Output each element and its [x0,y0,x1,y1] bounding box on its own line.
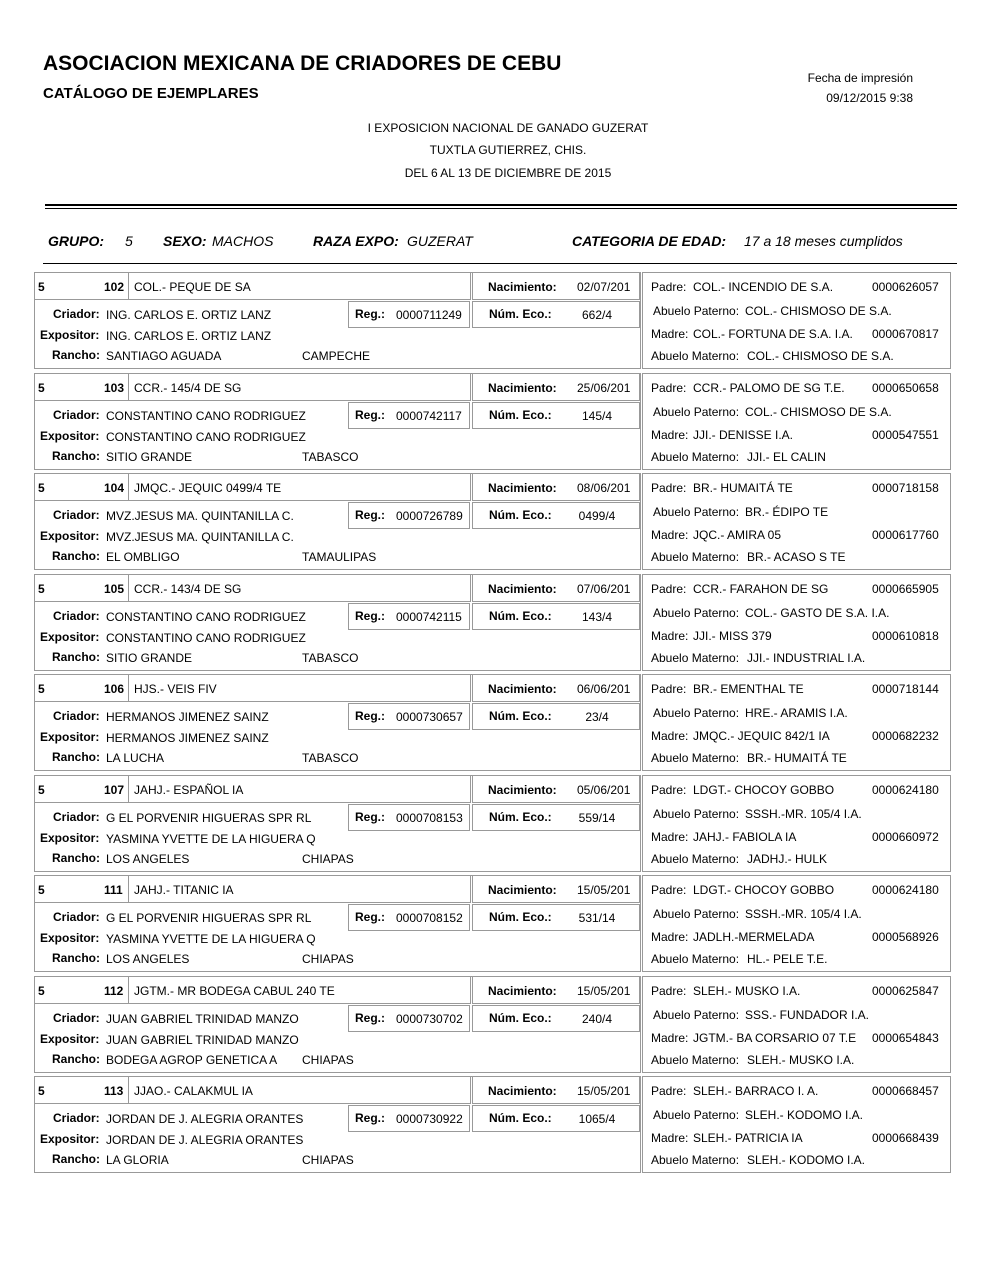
reg-value: 0000708153 [396,811,463,825]
categoria-label: CATEGORIA DE EDAD: [572,233,726,249]
filters-divider [43,263,957,264]
madre-reg: 0000547551 [872,428,939,442]
expositor-value: YASMINA YVETTE DE LA HIGUERA Q [106,932,316,946]
estado-value: CHIAPAS [302,952,354,966]
num-eco-value: 662/4 [581,308,613,322]
abuelo-paterno-value: BR.- ÉDIPO TE [745,505,829,519]
record-grupo: 5 [38,481,45,495]
reg-label: Reg.: [355,1111,385,1125]
record-grupo: 5 [38,381,45,395]
header-divider [45,204,957,206]
nacimiento-value: 08/06/201 [577,481,631,495]
record-grupo: 5 [38,1084,45,1098]
record-number: 104 [104,481,125,495]
expositor-label: Expositor: [40,730,100,744]
num-divider [128,875,129,903]
criador-value: G EL PORVENIR HIGUERAS SPR RL [106,811,312,825]
expositor-value: HERMANOS JIMENEZ SAINZ [106,731,269,745]
padre-label: Padre: [651,381,687,395]
num-eco-label: Núm. Eco.: [489,1011,552,1025]
record-number: 112 [104,984,124,998]
num-eco-value: 1065/4 [578,1112,616,1126]
criador-value: G EL PORVENIR HIGUERAS SPR RL [106,911,312,925]
reg-value: 0000730922 [396,1112,463,1126]
criador-label: Criador: [53,1011,100,1025]
reg-value: 0000742117 [396,409,462,423]
madre-value: JQC.- AMIRA 05 [693,528,782,542]
expositor-label: Expositor: [40,1132,100,1146]
padre-label: Padre: [651,1084,687,1098]
rancho-value: EL OMBLIGO [106,550,180,564]
expositor-label: Expositor: [40,429,100,443]
estado-value: TAMAULIPAS [302,550,377,564]
reg-label: Reg.: [355,307,385,321]
record-name: JGTM.- MR BODEGA CABUL 240 TE [134,984,335,998]
rancho-label: Rancho: [52,851,100,865]
record-number: 102 [104,280,125,294]
abuelo-paterno-value: SSSH.-MR. 105/4 I.A. [745,807,862,821]
criador-value: CONSTANTINO CANO RODRIGUEZ [106,610,306,624]
abuelo-materno-value: BR.- ACASO S TE [747,550,846,564]
padre-label: Padre: [651,682,687,696]
num-eco-label: Núm. Eco.: [489,910,552,924]
madre-reg: 0000668439 [872,1131,939,1145]
reg-label: Reg.: [355,1011,385,1025]
num-eco-label: Núm. Eco.: [489,810,552,824]
madre-value: JJI.- DENISSE I.A. [693,428,794,442]
rancho-label: Rancho: [52,1152,100,1166]
expositor-label: Expositor: [40,328,100,342]
filter-grupo [48,233,104,249]
abuelo-materno-label: Abuelo Materno: [651,349,740,363]
criador-label: Criador: [53,408,100,422]
expositor-value: CONSTANTINO CANO RODRIGUEZ [106,430,306,444]
record-name: HJS.- VEIS FIV [134,682,217,696]
filter-sexo [163,233,207,249]
num-eco-label: Núm. Eco.: [489,408,552,422]
num-divider [128,976,129,1004]
categoria-value: 17 a 18 meses cumplidos [744,233,903,249]
expositor-label: Expositor: [40,630,100,644]
abuelo-materno-value: HL.- PELE T.E. [747,952,828,966]
nacimiento-label: Nacimiento: [488,783,557,797]
abuelo-paterno-value: SSS.- FUNDADOR I.A. [745,1008,870,1022]
padre-reg: 0000624180 [872,783,939,797]
reg-label: Reg.: [355,810,385,824]
record-name: JAHJ.- TITANIC IA [134,883,234,897]
padre-reg: 0000650658 [872,381,939,395]
sexo-value: MACHOS [212,233,274,249]
abuelo-materno-label: Abuelo Materno: [651,1053,740,1067]
num-divider [128,473,129,501]
raza-label: RAZA EXPO: [313,233,399,249]
filter-categoria [572,233,726,249]
reg-value: 0000730657 [396,710,463,724]
num-divider [128,272,129,300]
abuelo-paterno-value: COL.- GASTO DE S.A. I.A. [745,606,890,620]
madre-value: SLEH.- PATRICIA IA [693,1131,803,1145]
padre-label: Padre: [651,783,687,797]
event-place: TUXTLA GUTIERREZ, CHIS. [429,143,587,157]
madre-value: JAHJ.- FABIOLA IA [693,830,797,844]
padre-reg: 0000624180 [872,883,939,897]
nacimiento-label: Nacimiento: [488,984,557,998]
abuelo-paterno-value: SLEH.- KODOMO I.A. [745,1108,864,1122]
madre-reg: 0000610818 [872,629,939,643]
event-dates: DEL 6 AL 13 DE DICIEMBRE DE 2015 [404,166,612,180]
estado-value: CHIAPAS [302,1053,354,1067]
abuelo-materno-label: Abuelo Materno: [651,450,740,464]
estado-value: TABASCO [302,450,359,464]
expositor-label: Expositor: [40,831,100,845]
filter-raza [313,233,399,249]
nacimiento-label: Nacimiento: [488,381,557,395]
padre-value: COL.- INCENDIO DE S.A. [693,280,834,294]
record-name: JAHJ.- ESPAÑOL IA [134,783,244,797]
padre-label: Padre: [651,582,687,596]
padre-reg: 0000718158 [872,481,939,495]
record-grupo: 5 [38,883,45,897]
rancho-value: BODEGA AGROP GENETICA A [106,1053,278,1067]
rancho-value: LA GLORIA [106,1153,169,1167]
abuelo-paterno-value: COL.- CHISMOSO DE S.A. [745,405,892,419]
expositor-value: MVZ.JESUS MA. QUINTANILLA C. [106,530,294,544]
grupo-value: 5 [125,233,133,249]
expositor-value: ING. CARLOS E. ORTIZ LANZ [106,329,272,343]
rancho-value: SITIO GRANDE [106,651,193,665]
estado-value: CAMPECHE [302,349,371,363]
nacimiento-label: Nacimiento: [488,682,557,696]
expositor-value: YASMINA YVETTE DE LA HIGUERA Q [106,832,316,846]
record-number: 113 [104,1084,124,1098]
nacimiento-value: 02/07/201 [577,280,631,294]
nacimiento-value: 07/06/201 [577,582,631,596]
criador-label: Criador: [53,1111,100,1125]
expositor-label: Expositor: [40,931,100,945]
estado-value: CHIAPAS [302,1153,354,1167]
reg-value: 0000730702 [396,1012,463,1026]
padre-reg: 0000668457 [872,1084,939,1098]
num-eco-label: Núm. Eco.: [489,609,552,623]
nacimiento-value: 06/06/201 [577,682,631,696]
reg-value: 0000711249 [396,308,462,322]
record-number: 106 [104,682,125,696]
event-name: I EXPOSICION NACIONAL DE GANADO GUZERAT [367,121,649,135]
nacimiento-label: Nacimiento: [488,1084,557,1098]
abuelo-materno-value: SLEH.- KODOMO I.A. [747,1153,866,1167]
madre-label: Madre: [651,930,689,944]
madre-reg: 0000654843 [872,1031,939,1045]
madre-label: Madre: [651,327,689,341]
abuelo-paterno-label: Abuelo Paterno: [653,304,740,318]
expositor-value: CONSTANTINO CANO RODRIGUEZ [106,631,306,645]
num-eco-value: 240/4 [581,1012,613,1026]
num-eco-value: 23/4 [585,710,609,724]
record-name: JMQC.- JEQUIC 0499/4 TE [134,481,282,495]
record-name: COL.- PEQUE DE SA [134,280,251,294]
reg-value: 0000708152 [396,911,463,925]
num-eco-label: Núm. Eco.: [489,709,552,723]
padre-label: Padre: [651,984,687,998]
criador-label: Criador: [53,810,100,824]
abuelo-materno-value: JJI.- EL CALIN [747,450,826,464]
expositor-value: JORDAN DE J. ALEGRIA ORANTES [106,1133,304,1147]
sexo-label: SEXO: [163,233,207,249]
abuelo-materno-value: BR.- HUMAITÁ TE [747,751,847,765]
madre-label: Madre: [651,629,689,643]
num-eco-value: 145/4 [581,409,613,423]
criador-value: MVZ.JESUS MA. QUINTANILLA C. [106,509,294,523]
abuelo-paterno-label: Abuelo Paterno: [653,807,740,821]
rancho-label: Rancho: [52,348,100,362]
record-grupo: 5 [38,280,45,294]
abuelo-paterno-value: HRE.- ARAMIS I.A. [745,706,848,720]
rancho-value: SANTIAGO AGUADA [106,349,222,363]
criador-value: JORDAN DE J. ALEGRIA ORANTES [106,1112,304,1126]
padre-value: CCR.- FARAHON DE SG [693,582,829,596]
abuelo-materno-value: JADHJ.- HULK [747,852,828,866]
grupo-label: GRUPO: [48,233,104,249]
page-title: ASOCIACION MEXICANA DE CRIADORES DE CEBU [43,52,562,75]
header-divider-thin [45,208,957,209]
nacimiento-label: Nacimiento: [488,481,557,495]
abuelo-paterno-value: COL.- CHISMOSO DE S.A. [745,304,892,318]
rancho-label: Rancho: [52,650,100,664]
record-number: 103 [104,381,125,395]
abuelo-paterno-label: Abuelo Paterno: [653,907,740,921]
page-subtitle: CATÁLOGO DE EJEMPLARES [43,85,259,102]
record-number: 107 [104,783,125,797]
abuelo-materno-value: SLEH.- MUSKO I.A. [747,1053,855,1067]
num-divider [128,574,129,602]
criador-label: Criador: [53,910,100,924]
rancho-value: LOS ANGELES [106,952,190,966]
madre-value: JMQC.- JEQUIC 842/1 IA [693,729,830,743]
record-grupo: 5 [38,682,45,696]
abuelo-paterno-label: Abuelo Paterno: [653,706,740,720]
print-date-label: Fecha de impresión [807,71,913,85]
criador-label: Criador: [53,609,100,623]
madre-label: Madre: [651,1131,689,1145]
rancho-label: Rancho: [52,750,100,764]
criador-label: Criador: [53,508,100,522]
rancho-label: Rancho: [52,951,100,965]
madre-reg: 0000670817 [872,327,939,341]
num-eco-value: 559/14 [578,811,616,825]
rancho-label: Rancho: [52,1052,100,1066]
padre-value: SLEH.- BARRACO I. A. [693,1084,819,1098]
criador-value: CONSTANTINO CANO RODRIGUEZ [106,409,306,423]
record-grupo: 5 [38,582,45,596]
padre-value: SLEH.- MUSKO I.A. [693,984,801,998]
num-eco-label: Núm. Eco.: [489,1111,552,1125]
nacimiento-label: Nacimiento: [488,883,557,897]
nacimiento-value: 15/05/201 [577,984,631,998]
num-divider [128,1076,129,1104]
num-divider [128,674,129,702]
record-name: CCR.- 143/4 DE SG [134,582,242,596]
padre-reg: 0000665905 [872,582,939,596]
padre-label: Padre: [651,481,687,495]
num-divider [128,775,129,803]
criador-label: Criador: [53,709,100,723]
record-number: 105 [104,582,125,596]
madre-value: JGTM.- BA CORSARIO 07 T.E [693,1031,857,1045]
record-name: JJAO.- CALAKMUL IA [134,1084,253,1098]
reg-label: Reg.: [355,609,385,623]
abuelo-materno-label: Abuelo Materno: [651,751,740,765]
criador-value: ING. CARLOS E. ORTIZ LANZ [106,308,272,322]
padre-reg: 0000626057 [872,280,939,294]
estado-value: TABASCO [302,651,359,665]
abuelo-paterno-label: Abuelo Paterno: [653,505,740,519]
abuelo-paterno-label: Abuelo Paterno: [653,1108,740,1122]
nacimiento-label: Nacimiento: [488,280,557,294]
num-eco-value: 531/14 [578,911,616,925]
abuelo-materno-label: Abuelo Materno: [651,651,740,665]
nacimiento-label: Nacimiento: [488,582,557,596]
num-eco-value: 143/4 [581,610,613,624]
reg-label: Reg.: [355,910,385,924]
madre-label: Madre: [651,428,689,442]
num-eco-value: 0499/4 [578,509,616,523]
nacimiento-value: 15/05/201 [577,883,631,897]
padre-value: BR.- HUMAITÁ TE [693,481,793,495]
rancho-value: LOS ANGELES [106,852,190,866]
rancho-value: SITIO GRANDE [106,450,193,464]
madre-reg: 0000682232 [872,729,939,743]
madre-value: JJI.- MISS 379 [693,629,772,643]
abuelo-paterno-value: SSSH.-MR. 105/4 I.A. [745,907,862,921]
padre-value: CCR.- PALOMO DE SG T.E. [693,381,845,395]
madre-value: COL.- FORTUNA DE S.A. I.A. [693,327,853,341]
nacimiento-value: 05/06/201 [577,783,631,797]
reg-value: 0000742115 [396,610,462,624]
record-name: CCR.- 145/4 DE SG [134,381,242,395]
madre-value: JADLH.-MERMELADA [693,930,815,944]
madre-label: Madre: [651,528,689,542]
abuelo-paterno-label: Abuelo Paterno: [653,606,740,620]
reg-label: Reg.: [355,508,385,522]
padre-reg: 0000625847 [872,984,939,998]
padre-value: LDGT.- CHOCOY GOBBO [693,883,835,897]
abuelo-paterno-label: Abuelo Paterno: [653,1008,740,1022]
abuelo-materno-label: Abuelo Materno: [651,550,740,564]
padre-label: Padre: [651,883,687,897]
abuelo-materno-label: Abuelo Materno: [651,1153,740,1167]
madre-label: Madre: [651,1031,689,1045]
padre-value: BR.- EMENTHAL TE [693,682,804,696]
reg-value: 0000726789 [396,509,463,523]
criador-value: JUAN GABRIEL TRINIDAD MANZO [106,1012,299,1026]
criador-label: Criador: [53,307,100,321]
madre-reg: 0000568926 [872,930,939,944]
nacimiento-value: 15/05/201 [577,1084,631,1098]
reg-label: Reg.: [355,408,385,422]
padre-label: Padre: [651,280,687,294]
raza-value: GUZERAT [407,233,473,249]
madre-label: Madre: [651,830,689,844]
reg-label: Reg.: [355,709,385,723]
madre-reg: 0000660972 [872,830,939,844]
num-eco-label: Núm. Eco.: [489,508,552,522]
record-number: 111 [104,883,123,897]
rancho-label: Rancho: [52,449,100,463]
estado-value: CHIAPAS [302,852,354,866]
abuelo-materno-label: Abuelo Materno: [651,852,740,866]
expositor-label: Expositor: [40,1032,100,1046]
abuelo-paterno-label: Abuelo Paterno: [653,405,740,419]
madre-reg: 0000617760 [872,528,939,542]
expositor-value: JUAN GABRIEL TRINIDAD MANZO [106,1033,299,1047]
abuelo-materno-value: JJI.- INDUSTRIAL I.A. [747,651,866,665]
padre-value: LDGT.- CHOCOY GOBBO [693,783,835,797]
estado-value: TABASCO [302,751,359,765]
padre-reg: 0000718144 [872,682,939,696]
num-eco-label: Núm. Eco.: [489,307,552,321]
abuelo-materno-label: Abuelo Materno: [651,952,740,966]
rancho-label: Rancho: [52,549,100,563]
record-grupo: 5 [38,984,45,998]
criador-value: HERMANOS JIMENEZ SAINZ [106,710,269,724]
madre-label: Madre: [651,729,689,743]
record-grupo: 5 [38,783,45,797]
num-divider [128,373,129,401]
nacimiento-value: 25/06/201 [577,381,631,395]
expositor-label: Expositor: [40,529,100,543]
rancho-value: LA LUCHA [106,751,165,765]
print-date: 09/12/2015 9:38 [826,91,913,105]
abuelo-materno-value: COL.- CHISMOSO DE S.A. [747,349,894,363]
